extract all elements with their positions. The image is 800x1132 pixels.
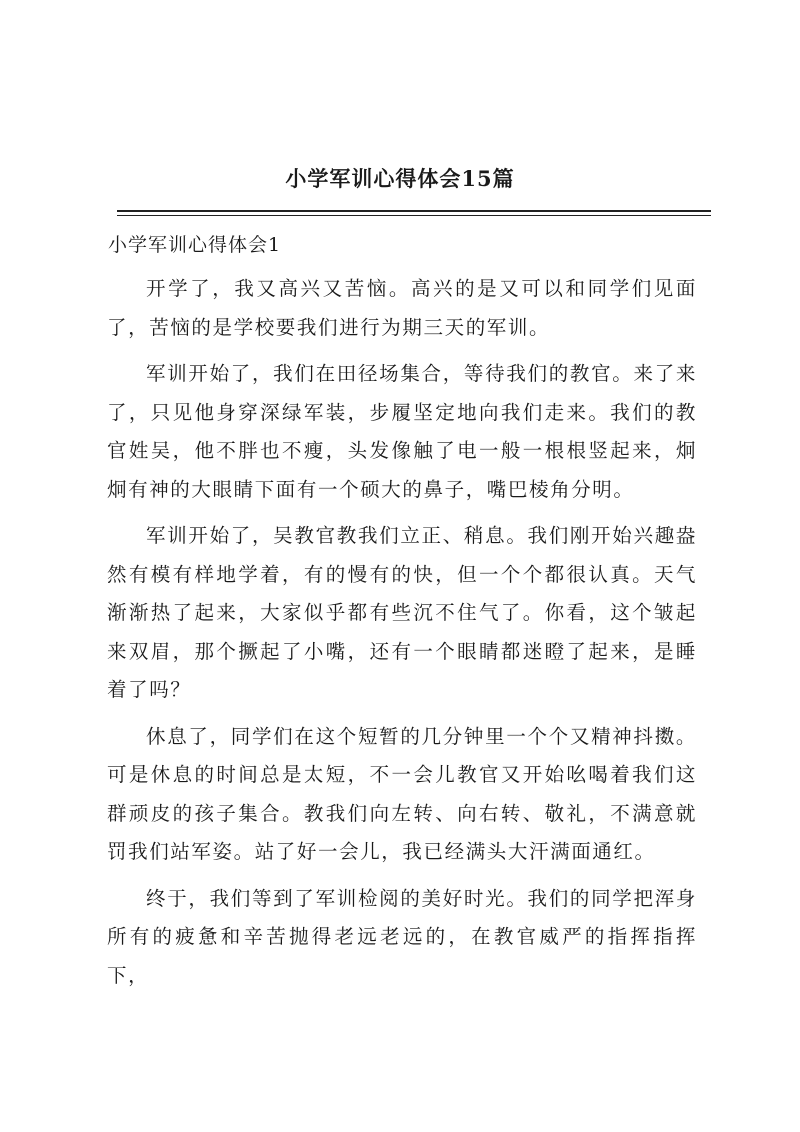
title-divider-thin (117, 215, 711, 216)
paragraph: 军训开始了，我们在田径场集合，等待我们的教官。来了来了，只见他身穿深绿军装，步履坚定地向我们走来。我们的教官姓吴，他不胖也不瘦，头发像触了电一般一根根竖起来，炯炯有神的大眼睛下面有一个硕大的鼻子，嘴巴棱角分明。 (107, 362, 697, 501)
paragraph: 终于，我们等到了军训检阅的美好时光。我们的同学把浑身所有的疲惫和辛苦抛得老远老远的，在教官威严的指挥指挥下， (107, 886, 697, 987)
paragraph: 军训开始了，吴教官教我们立正、稍息。我们刚开始兴趣盎然有模有样地学着，有的慢有的快，但一个个都很认真。天气渐渐热了起来，大家似乎都有些沉不住气了。你看，这个皱起来双眉，那个撅起了小嘴，还有一个眼睛都迷瞪了起来，是睡着了吗？ (107, 524, 697, 701)
paragraph: 休息了，同学们在这个短暂的几分钟里一个个又精神抖擞。可是休息的时间总是太短，不一会儿教官又开始吆喝着我们这群顽皮的孩子集合。教我们向左转、向右转、敬礼，不满意就罚我们站军姿。站了好一会儿，我已经满头大汗满面通红。 (107, 724, 697, 863)
document-body (107, 270, 697, 1003)
paragraph: 开学了，我又高兴又苦恼。高兴的是又可以和同学们见面了，苦恼的是学校要我们进行为期三天的军训。 (107, 277, 697, 339)
section-heading: 小学军训心得体会1 (108, 234, 282, 256)
title-divider-thick (117, 210, 711, 212)
document-title: 小学军训心得体会15篇 (285, 166, 515, 191)
